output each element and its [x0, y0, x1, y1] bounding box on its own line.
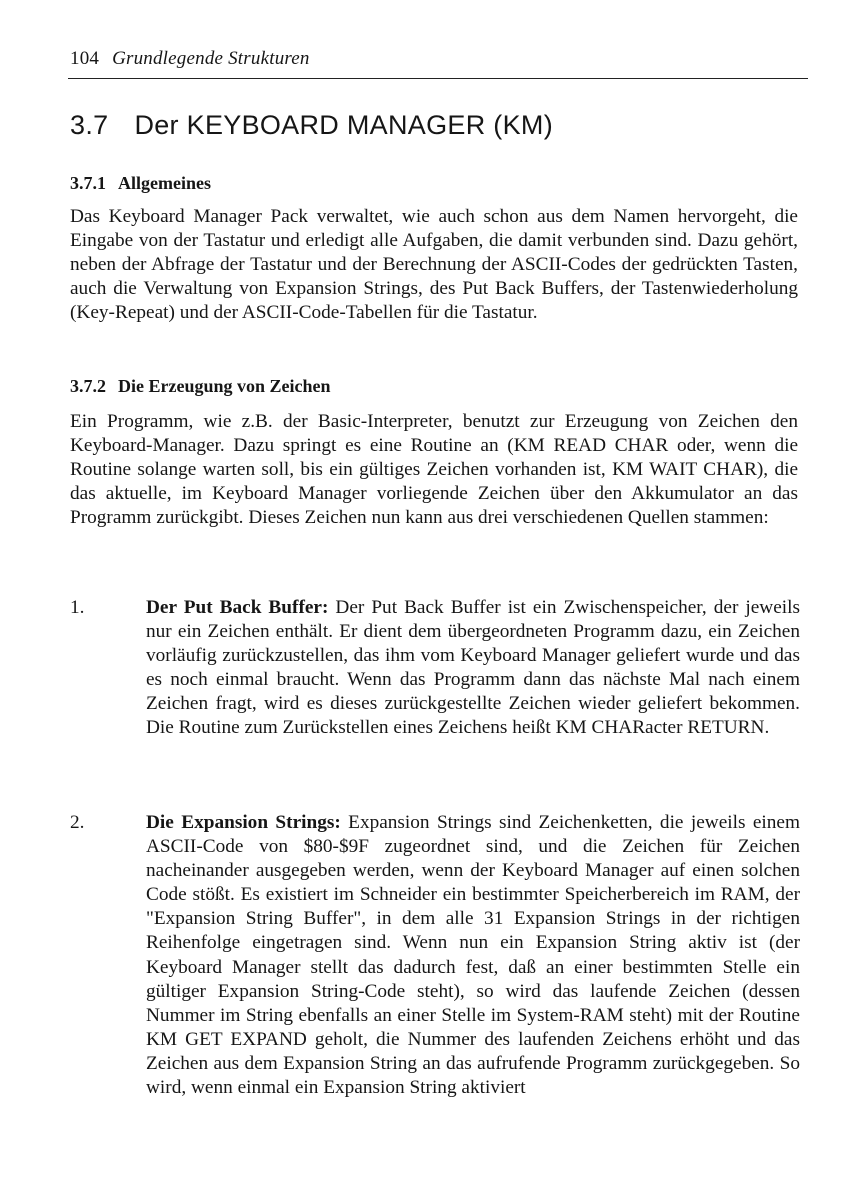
running-title: Grundlegende Strukturen: [112, 48, 310, 69]
running-header: [70, 48, 310, 70]
list-item-text: Expansion Strings sind Zeichenketten, die jeweils einem ASCII-Code von $80-$9F zugeordnet sind, und die Zeichen für Zeichen nacheinander ausgegeben werden, wenn der Keyboard Manager auf einen solchen Code stößt. Es existiert im Schneider ein bestimmter Speicherbereich im RAM, der "Expansion String Buffer", in dem alle 31 Expansion Strings in der richtigen Reihenfolge eingetragen sind. Wenn nun ein Expansion String aktiv ist (der Keyboard Manager stellt das dadurch fest, daß an einer bestimmten Stelle ein gültiger Expansion String-Code steht), so wird das laufende Zeichen (dessen Nummer im String ebenfalls an einer Stelle im System-RAM steht) mit der Routine KM GET EXPAND geholt, die Nummer des laufenden Zeichens erhöht und das Zeichen aus dem Expansion String an das aufrufende Programm zurückgegeben. So wird, wenn einmal ein Expansion String aktiviert: [146, 812, 800, 1099]
list-item-number: 2.: [70, 812, 85, 833]
list-item-number: 1.: [70, 597, 85, 618]
list-item-term: Der Put Back Buffer:: [146, 597, 329, 618]
section-heading-erzeugung: [70, 376, 331, 397]
list-item-term: Die Expansion Strings:: [146, 812, 341, 833]
section-number: 3.7.2: [70, 376, 106, 396]
section-heading-allgemeines: [70, 173, 211, 194]
section-paragraph: Das Keyboard Manager Pack verwaltet, wie auch schon aus dem Namen hervorgeht, die Eingabe von der Tastatur und erledigt alle Aufgaben, die damit verbunden sind. Dazu gehört, neben der Abfrage der Tastatur und der Berechnung der ASCII-Codes der gedrückten Tasten, auch die Verwaltung von Expansion Strings, des Put Back Buffers, der Tastenwiederholung (Key-Repeat) und der ASCII-Code-Tabellen für die Tastatur.: [70, 206, 798, 324]
list-item-body: [146, 596, 800, 741]
chapter-heading: [70, 110, 553, 141]
page-number: 104: [70, 48, 100, 69]
list-item-body: [146, 811, 800, 1100]
list-item-text: Der Put Back Buffer ist ein Zwischenspeicher, der jeweils nur ein Zeichen enthält. Er dient dem übergeordneten Programm dazu, ein Zeichen vorläufig zurückzustellen, das ihm vom Keyboard Manager geliefert wurde und das es noch einmal braucht. Wenn das Programm dann das nächste Mal nach einem Zeichen fragt, wird es dieses zurückgestellte Zeichen wieder geliefert bekommen. Die Routine zum Zurückstellen eines Zeichens heißt KM CHARacter RETURN.: [146, 597, 800, 739]
chapter-number: 3.7: [70, 110, 109, 140]
chapter-title: Der KEYBOARD MANAGER (KM): [134, 110, 553, 140]
section-paragraph: Ein Programm, wie z.B. der Basic-Interpreter, benutzt zur Erzeugung von Zeichen den Keyboard-Manager. Dazu springt es eine Routine an (KM READ CHAR oder, wenn die Routine solange warten soll, bis ein gültiges Zeichen vorhanden ist, KM WAIT CHAR), die das aktuelle, im Keyboard Manager vorliegende Zeichen über den Akkumulator an das Programm zurückgibt. Dieses Zeichen nun kann aus drei verschiedenen Quellen stammen:: [70, 411, 798, 529]
section-number: 3.7.1: [70, 173, 106, 193]
section-title: Allgemeines: [118, 173, 211, 193]
header-rule: [68, 78, 808, 79]
section-title: Die Erzeugung von Zeichen: [118, 376, 331, 396]
